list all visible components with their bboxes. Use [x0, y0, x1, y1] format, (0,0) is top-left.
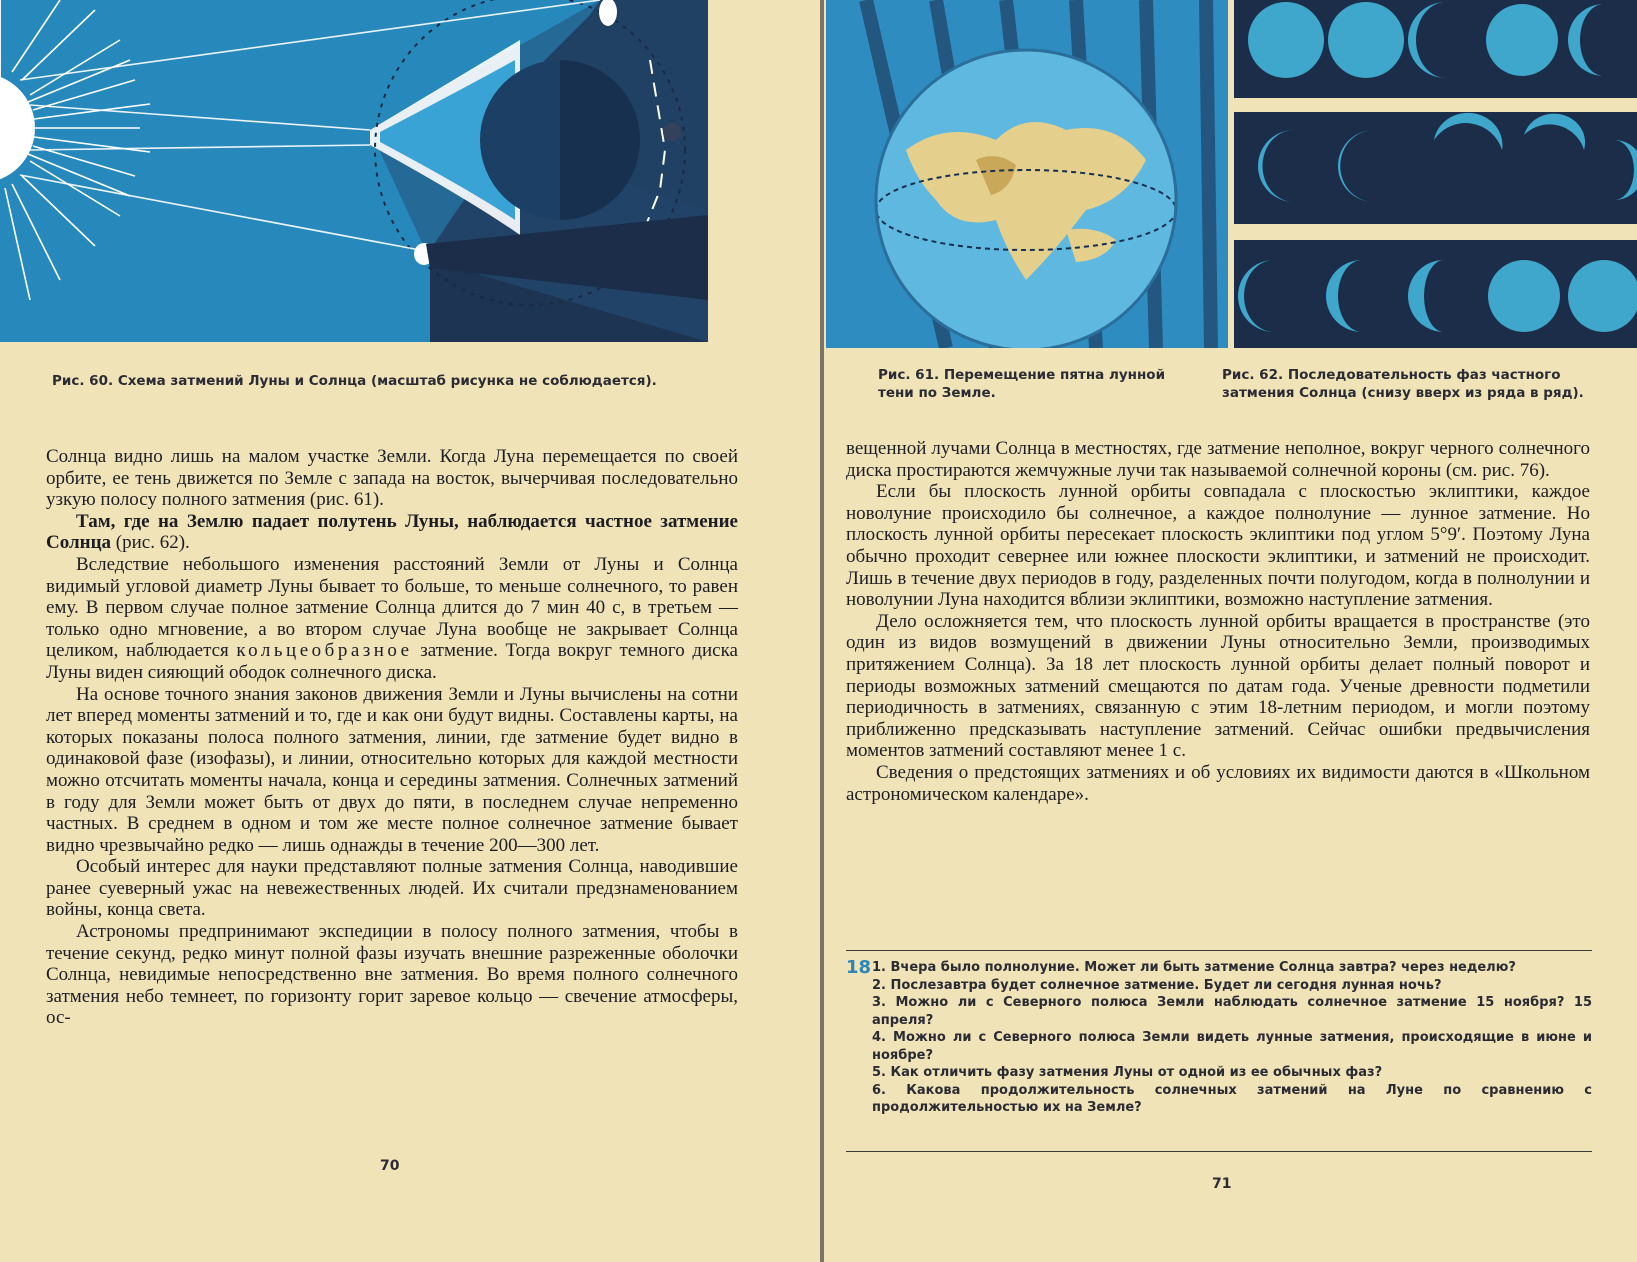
left-page-text — [46, 446, 738, 1029]
page-number-left: 70 — [380, 1158, 400, 1174]
figure-62-caption — [1222, 366, 1592, 402]
right-page — [824, 0, 1637, 1262]
globe-illustration — [826, 0, 1228, 348]
figure-62-caption-text: Последовательность фаз частного затмения Солнца (снизу вверх из ряда в ряд). — [1222, 367, 1584, 401]
paragraph: Солнца видно лишь на малом участке Земли. Когда Луна перемещается по своей орбите, ее тень движется по Земле с запада на восток, вычерчивая последовательно узкую полосу полного затмения (рис. 61). — [46, 446, 738, 511]
spaced-term: кольцеобразное — [236, 640, 413, 662]
eclipse-phases-illustration — [1234, 0, 1637, 348]
page-number-right: 71 — [1212, 1176, 1232, 1192]
question-item: 6. Какова продолжительность солнечных затмений на Луне по сравнению с продолжительностью их на Земле? — [872, 1082, 1592, 1115]
figure-60-caption-text: Схема затмений Луны и Солнца (масштаб рисунка не соблюдается). — [117, 373, 657, 389]
paragraph — [46, 554, 738, 684]
figure-60-caption — [52, 372, 752, 390]
question-item: 1. Вчера было полнолуние. Может ли быть затмение Солнца завтра? через неделю? — [872, 960, 1516, 975]
paragraph: Сведения о предстоящих затмениях и об условиях их видимости даются в «Школьном астрономическом календаре». — [846, 761, 1590, 805]
paragraph-rest: (рис. 62). — [111, 532, 190, 554]
figure-61-caption-text: Перемещение пятна лунной тени по Земле. — [878, 367, 1166, 401]
eclipse-scheme-illustration — [0, 0, 708, 342]
figure-61-caption — [878, 366, 1178, 402]
figure-62-label: Рис. 62. — [1222, 367, 1284, 383]
figure-60-eclipse-diagram — [0, 0, 708, 342]
paragraph — [46, 511, 738, 554]
question-list — [872, 959, 1592, 1117]
figure-62-phases — [1234, 0, 1637, 348]
question-item: 4. Можно ли с Северного полюса Земли видеть лунные затмения, происходящие в июне и ноябре? — [872, 1030, 1592, 1063]
question-item: 3. Можно ли с Северного полюса Земли наблюдать солнечное затмение 15 ноября? 15 апреля? — [872, 995, 1592, 1028]
paragraph: Астрономы предпринимают экспедиции в полосу полного затмения, чтобы в течение секунд, редко минут полной фазы изучать внешние разреженные оболочки Солнца, невидимые непосредственно вне затмения. Во время полного солнечного затмения небо темнеет, по горизонту горит заревое кольцо — свечение атмосферы, ос- — [46, 921, 738, 1029]
paragraph: вещенной лучами Солнца в местностях, где затмение неполное, вокруг черного солнечного диска простираются жемчужные лучи так называемой солнечной короны (см. рис. 76). — [846, 438, 1590, 481]
figure-60-label: Рис. 60. — [52, 373, 114, 389]
paragraph: На основе точного знания законов движения Земли и Луны вычислены на сотни лет вперед моменты затмений и то, где и как они будут видны. Составлены карты, на которых показаны полоса полного затмения, линии, где затмение будет видно в одинаковой фазе (изофазы), и линии, относительно которых для каждой местности можно отсчитать моменты начала, конца и середины затмения. Солнечных затмений в году для Земли может быть от двух до пяти, в последнем случае непременно частных. В среднем в одном и том же месте полное солнечное затмение бывает видно чрезвычайно редко — лишь однажды в течение 200—300 лет. — [46, 683, 738, 856]
question-item: 2. Послезавтра будет солнечное затмение. Будет ли сегодня лунная ночь? — [872, 977, 1442, 993]
paragraph: Дело осложняется тем, что плоскость лунной орбиты вращается в пространстве (это один из видов возмущений в движении Луны относительно Земли, производимых притяжением Солнца). За 18 лет плоскость лунной орбиты делает полный поворот и периоды возможных затмений смещаются по датам года. Ученые древности подметили периодичность в затмениях, связанную с этим 18-летним периодом, и могли поэтому приближенно предсказывать наступление затмений. Сейчас ошибки предвычисления моментов затмений составляют менее 1 с. — [846, 610, 1590, 762]
paragraph-text: затмение. Тогда вокруг темного диска Луны виден сияющий ободок солнечного диска. — [46, 640, 738, 683]
question-set-number: 18 — [846, 957, 872, 978]
figure-61-label: Рис. 61. — [878, 367, 940, 383]
right-page-text — [846, 438, 1590, 805]
question-item: 5. Как отличить фазу затмения Луны от одной из ее обычных фаз? — [872, 1065, 1383, 1080]
paragraph: Если бы плоскость лунной орбиты совпадала с плоскостью эклиптики, каждое новолуние происходило бы солнечное, а каждое полнолуние — лунное затмение. Но плоскость лунной орбиты пересекает плоскость эклиптики под углом 5°9′. Поэтому Луна обычно проходит севернее или южнее плоскости эклиптики, и затмений не происходит. Лишь в течение двух периодов в году, разделенных почти полугодом, когда в полнолунии и новолунии Луна находится вблизи эклиптики, возможно наступление затмения. — [846, 481, 1590, 611]
paragraph: Особый интерес для науки представляют полные затмения Солнца, наводившие ранее суеверный ужас на невежественных людей. Их считали предзнаменованием войны, конца света. — [46, 856, 738, 921]
paragraph-text: Вследствие небольшого изменения расстояний Земли от Луны и Солнца видимый угловой диаметр Луны бывает то больше, то меньше солнечного, то равен ему. В первом случае полное затмение Солнца длится до 7 мин 40 с, в третьем — только одно мгновение, а во втором случае Луна вообще не закрывает Солнца целиком, наблюдается — [46, 553, 738, 662]
bold-statement: Там, где на Землю падает полутень Луны, наблюдается частное затмение Солнца — [46, 510, 738, 554]
figure-61-globe — [826, 0, 1228, 348]
review-questions — [846, 950, 1592, 1152]
